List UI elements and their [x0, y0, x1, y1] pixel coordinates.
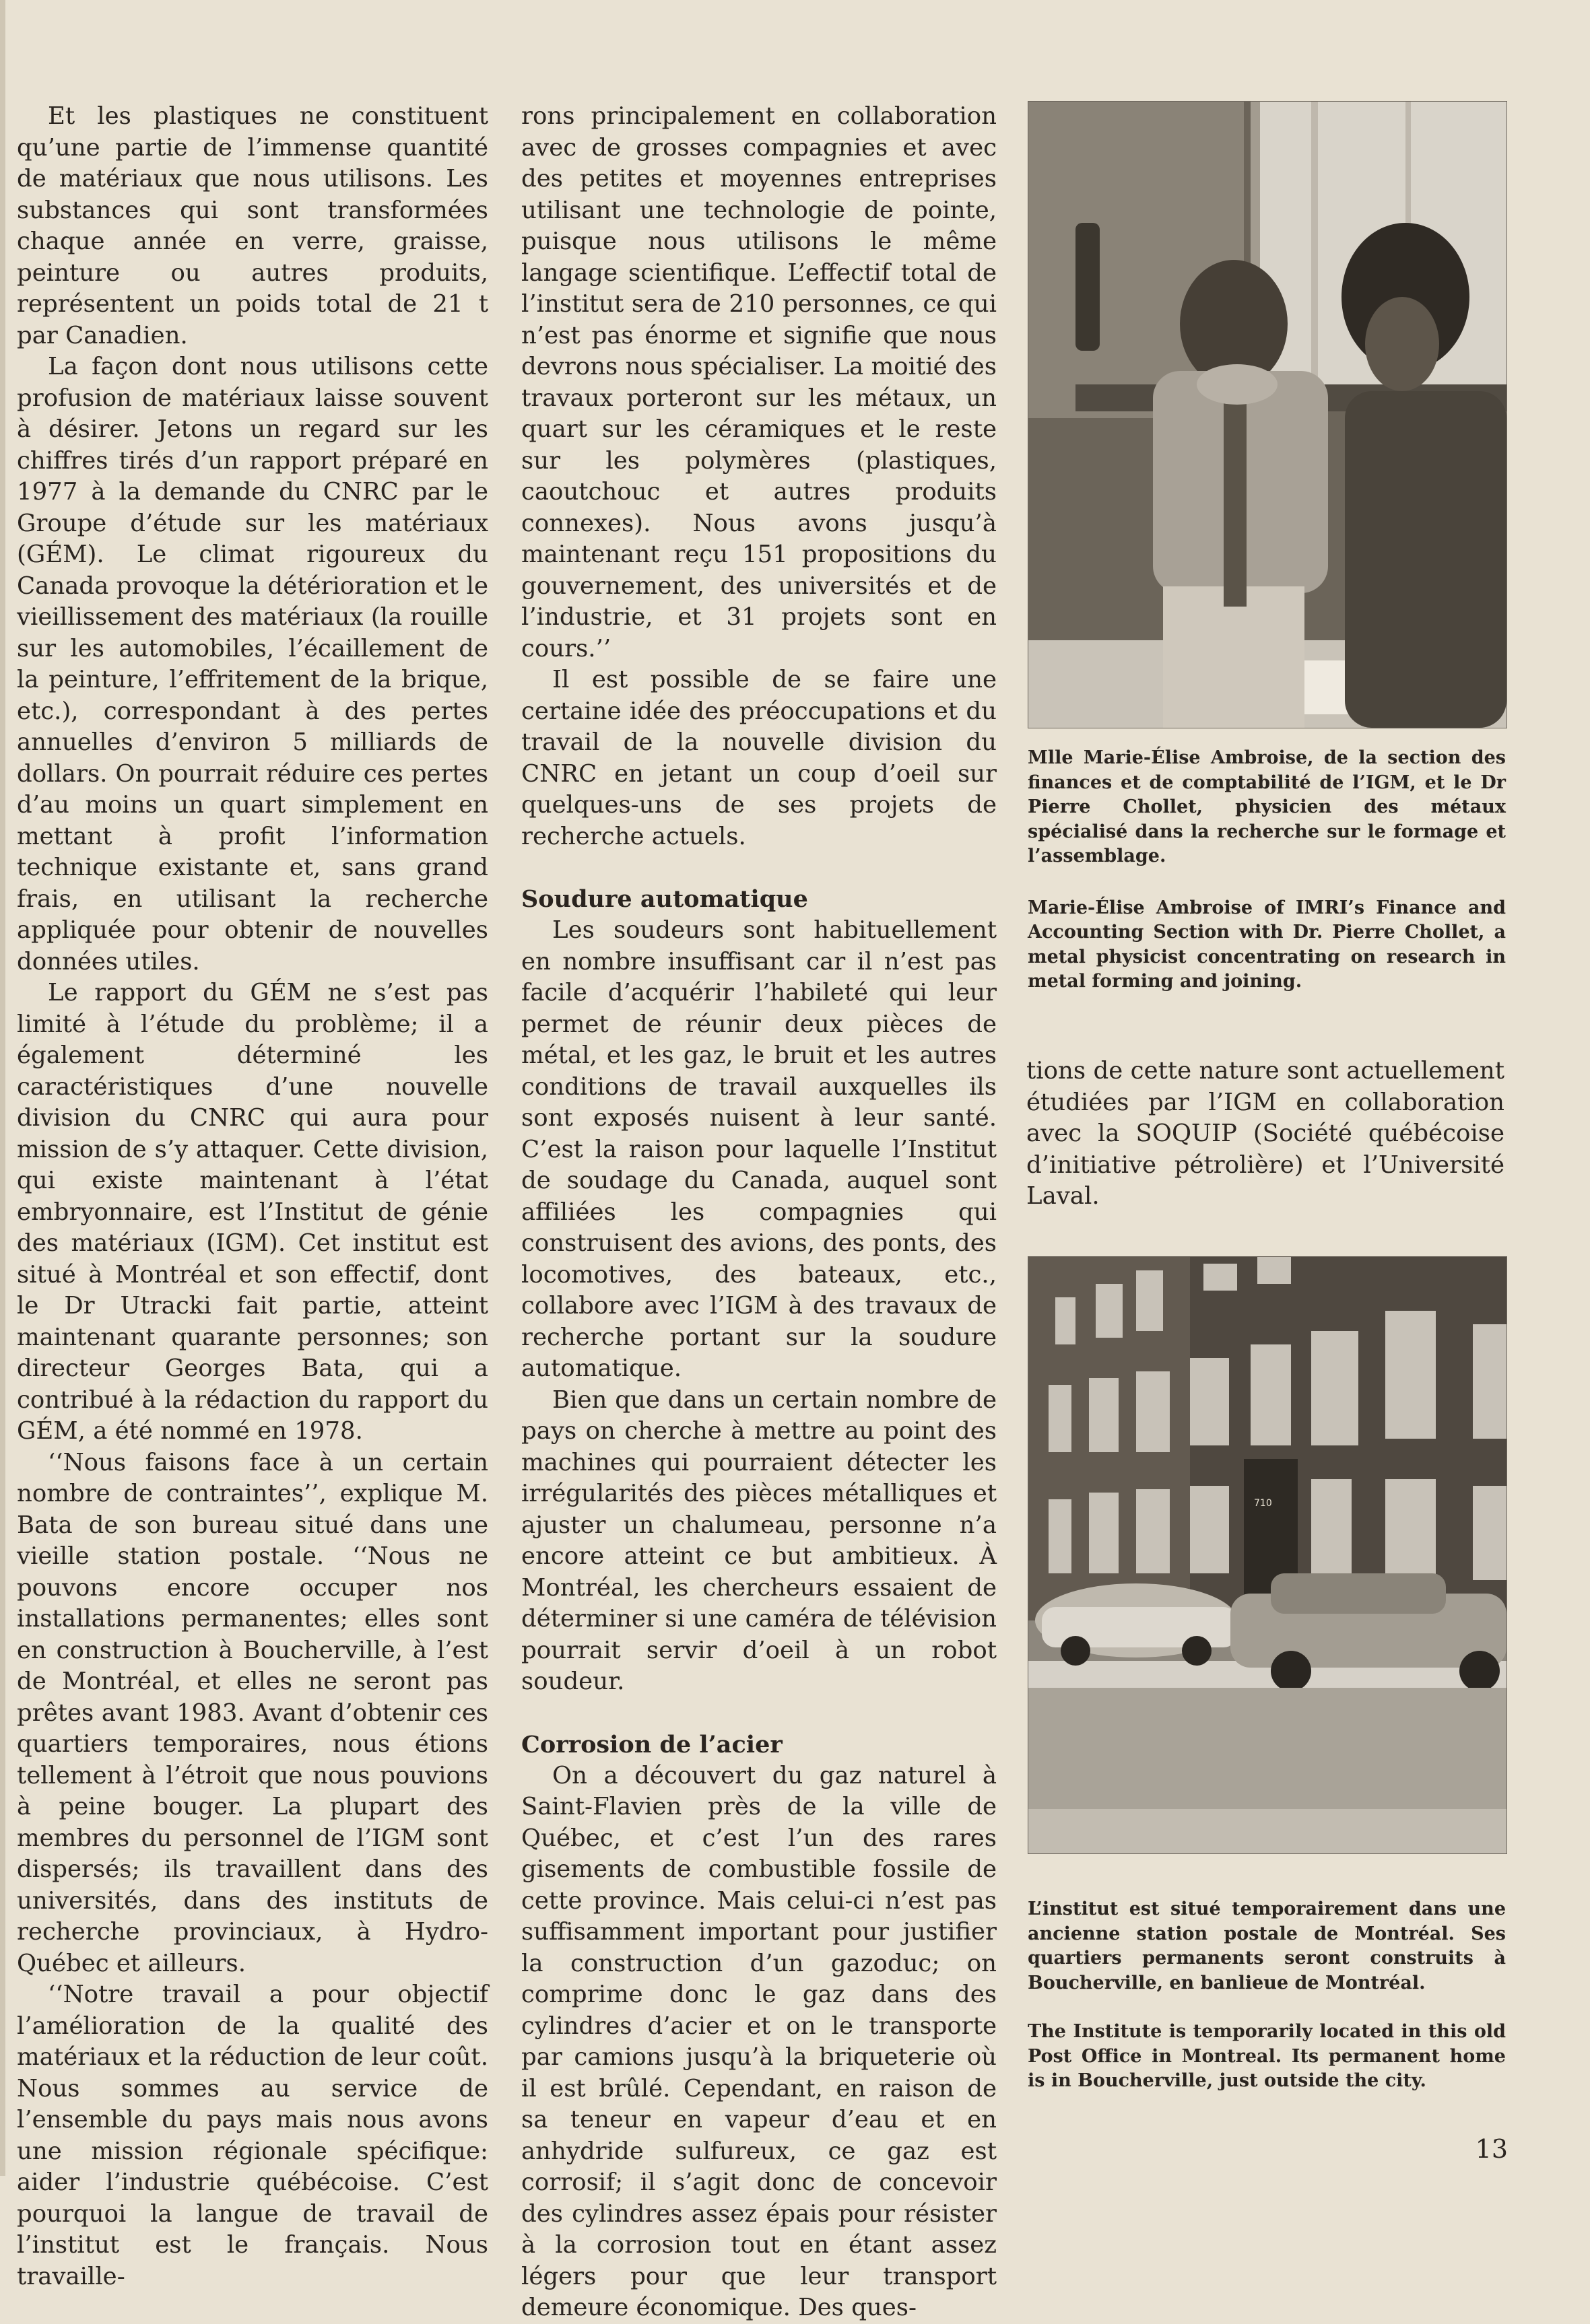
page-edge: [0, 0, 5, 2176]
caption-french: Mlle Marie-Élise Ambroise, de la section des finances et de comptabilité de l’IGM, et le Dr Pierre Chollet, physicien des métaux spécialisé dans la recherche sur le formage et l’assemblage.: [1028, 747, 1506, 866]
page-number: 13: [1475, 2134, 1508, 2164]
column-1: [17, 101, 488, 2292]
paragraph: Bien que dans un certain nombre de pays on cherche à mettre au point des machines qui pourraient détecter les irrégularités des pièces métalliques et ajuster un chalumeau, personne n’a encore atteint ce but ambitieux. À Montréal, les chercheurs essaient de déterminer si une caméra de télévision pourrait servir d’oeil à un robot soudeur.: [521, 1386, 997, 1695]
caption-french: L’institut est situé temporairement dans une ancienne station postale de Montréal. Ses quartiers permanents seront construits à Boucherville, en banlieue de Montréal.: [1028, 1899, 1506, 1993]
paragraph: La façon dont nous utilisons cette profusion de matériaux laisse souvent à désirer. Jetons un regard sur les chiffres tirés d’un rapport préparé en 1977 à la demande du CNRC par le Groupe d’étude sur les matériaux (GÉM). Le climat rigoureux du Canada provoque la détérioration et le vieillissement des matériaux (la rouille sur les automobiles, l’écaillement de la peinture, l’effritement de la brique, etc.), correspondant à des pertes annuelles d’environ 5 milliards de dollars. On pourrait réduire ces pertes d’au moins un quart simplement en mettant à profit l’information technique existante et, sans grand frais, en utilisant la recherche appliquée pour obtenir de nouvelles données utiles.: [17, 353, 488, 976]
building-number: 710: [1254, 1498, 1272, 1509]
paragraph: Il est possible de se faire une certaine idée des préoccupations et du travail de la nouvelle division du CNRC en jetant un coup d’oeil sur quelques-uns de ses projets de recherche actuels.: [521, 666, 997, 850]
column-2: [521, 101, 997, 2324]
column-3-text: [1026, 1056, 1504, 1212]
photo-caption-building: [1028, 1897, 1506, 2094]
paragraph: Les soudeurs sont habituellement en nombre insuffisant car il n’est pas facile d’acquérir l’habileté qui leur permet de réunir deux pièces de métal, et les gaz, le bruit et les autres conditions de travail auxquelles ils sont exposés nuisent à leur santé. C’est la raison pour laquelle l’Institut de soudage du Canada, auquel sont affiliées les compagnies qui construisent des avions, des ponts, des locomotives, des bateaux, etc., collabore avec l’IGM à des travaux de recherche portant sur la soudure automatique.: [521, 916, 997, 1382]
photo-researchers-image: [1028, 102, 1506, 728]
photo-caption-researchers: [1028, 746, 1506, 994]
section-heading-corrosion: Corrosion de l’acier: [521, 1730, 783, 1758]
paragraph: ‘‘Nous faisons face à un certain nombre de contraintes’’, explique M. Bata de son bureau situé dans une vieille station postale. ‘‘Nous ne pouvons encore occuper nos installations permanentes; elles sont en construction à Boucherville, à l’est de Montréal, et elles ne seront pas prêtes avant 1983. Avant d’obtenir ces quartiers temporaires, nous étions tellement à l’étroit que nous pouvions à peine bouger. La plupart des membres du personnel de l’IGM sont dispersés; ils travaillent dans des universités, dans des instituts de recherche provinciaux, à Hydro-Québec et ailleurs.: [17, 1448, 488, 1977]
paragraph: On a découvert du gaz naturel à Saint-Flavien près de la ville de Québec, et c’est l’un des rares gisements de combustible fossile de cette province. Mais celui-ci n’est pas suffisamment important pour justifier la construction d’un gazoduc; on comprime donc le gaz dans des cylindres d’acier et on le transporte par camions jusqu’à la briqueterie où il est brûlé. Cependant, en raison de sa teneur en vapeur d’eau et en anhydride sulfureux, ce gaz est corrosif; il s’agit donc de concevoir des cylindres assez épais pour résister à la corrosion tout en étant assez légers pour que leur transport demeure économique. Des ques-: [521, 1761, 997, 2321]
paragraph: Et les plastiques ne constituent qu’une partie de l’immense quantité de matériaux que nous utilisons. Les substances qui sont transformées chaque année en verre, graisse, peinture ou autres produits, représentent un poids total de 21 t par Canadien.: [17, 102, 488, 349]
paragraph: rons principalement en collaboration avec de grosses compagnies et avec des petites et moyennes entreprises utilisant une technologie de pointe, puisque nous utilisons le même langage scientifique. L’effectif total de l’institut sera de 210 personnes, ce qui n’est pas énorme et signifie que nous devrons nous spécialiser. La moitié des travaux porteront sur les métaux, un quart sur les céramiques et le reste sur les polymères (plastiques, caoutchouc et autres produits connexes). Nous avons jusqu’à maintenant reçu 151 propositions du gouvernement, des universités et de l’industrie, et 31 projets sont en cours.’’: [521, 102, 997, 662]
photo-researchers: [1028, 101, 1507, 728]
photo-building: [1028, 1256, 1507, 1854]
section-heading-soudure: Soudure automatique: [521, 885, 808, 913]
paragraph: Le rapport du GÉM ne s’est pas limité à l’étude du problème; il a également déterminé les caractéristiques d’une nouvelle division du CNRC qui aura pour mission de s’y attaquer. Cette division, qui existe maintenant à l’état embryonnaire, est l’Institut de génie des matériaux (IGM). Cet institut est situé à Montréal et son effectif, dont le Dr Utracki fait partie, atteint maintenant quarante personnes; son directeur Georges Bata, qui a contribué à la rédaction du rapport du GÉM, a été nommé en 1978.: [17, 979, 488, 1445]
caption-english: The Institute is temporarily located in this old Post Office in Montreal. Its permanent home is in Boucherville, just outside the city.: [1028, 2021, 1506, 2091]
paragraph: tions de cette nature sont actuellement étudiées par l’IGM en collaboration avec la SOQUIP (Société québécoise d’initiative pétrolière) et l’Université Laval.: [1026, 1057, 1504, 1210]
photo-building-image: [1028, 1257, 1506, 1853]
caption-english: Marie-Élise Ambroise of IMRI’s Finance and Accounting Section with Dr. Pierre Chollet, a metal physicist concentrating on research in metal forming and joining.: [1028, 897, 1506, 992]
paragraph: ‘‘Notre travail a pour objectif l’amélioration de la qualité des matériaux et la réduction de leur coût. Nous sommes au service de l’ensemble du pays mais nous avons une mission régionale spécifique: aider l’industrie québécoise. C’est pourquoi la langue de travail de l’institut est le français. Nous travaille-: [17, 1981, 488, 2290]
